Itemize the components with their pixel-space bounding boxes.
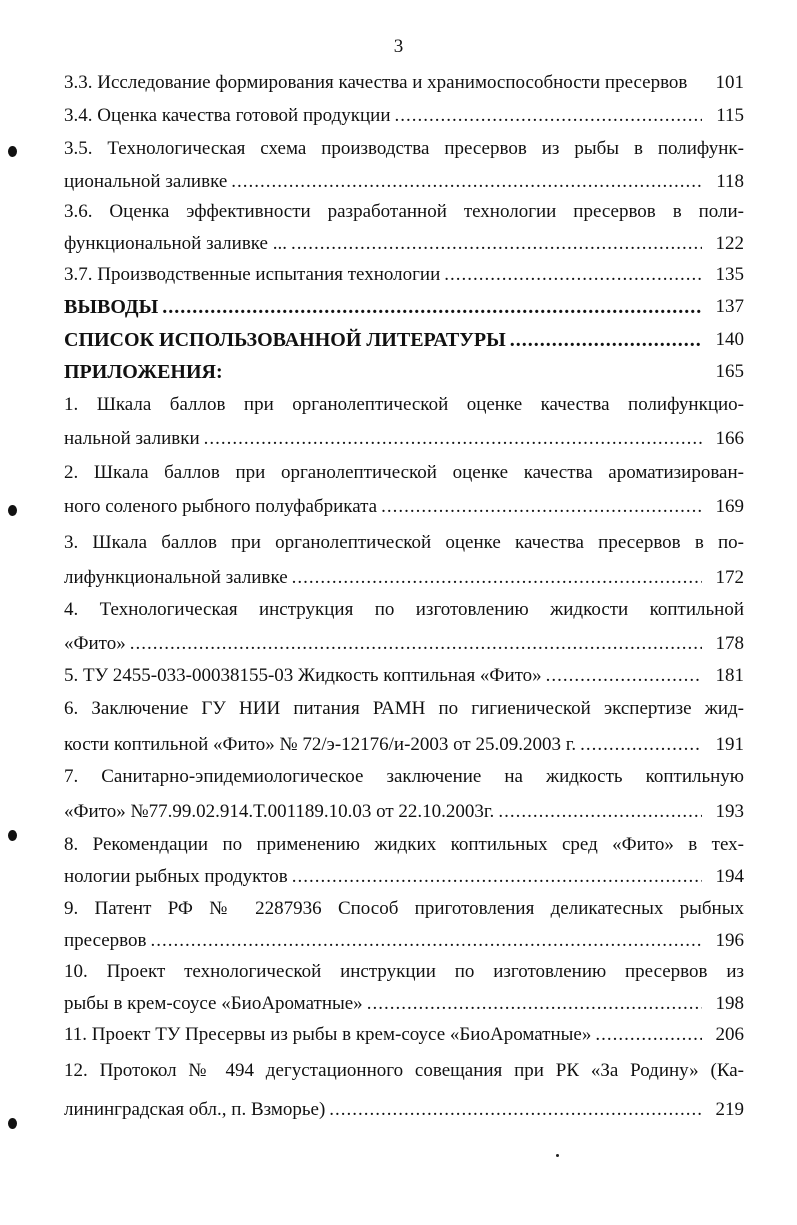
leader-dots <box>291 227 702 261</box>
toc-line <box>64 258 744 292</box>
toc-entry-text: циональной заливке <box>64 171 228 192</box>
toc-line: 3. Шкала баллов при органолептической оценке качества пресервов в по- <box>64 532 744 553</box>
leader-dots <box>231 165 702 199</box>
toc-line: 8. Рекомендации по применению жидких коптильных сред «Фито» в тех- <box>64 834 744 855</box>
toc-entry-text: СПИСОК ИСПОЛЬЗОВАННОЙ ЛИТЕРАТУРЫ <box>64 329 506 351</box>
toc-page-number: 169 <box>715 496 744 517</box>
toc-line: 3.6. Оценка эффективности разработанной технологии пресервов в поли- <box>64 201 744 222</box>
toc-line <box>64 860 744 894</box>
toc-entry-text: 3.7. Производственные испытания технологии <box>64 264 441 285</box>
toc-line <box>64 227 744 261</box>
toc-entry-text: лининградская обл., п. Взморье) <box>64 1099 326 1120</box>
leader-dots <box>546 659 702 693</box>
leader-dots <box>395 99 703 133</box>
toc-entry-text: ВЫВОДЫ <box>64 296 159 318</box>
leader-dots <box>162 290 702 324</box>
toc-line <box>64 1093 744 1127</box>
toc-page-number: 178 <box>715 633 744 654</box>
leader-dots <box>367 987 702 1021</box>
toc-page-number: 196 <box>715 930 744 951</box>
page-number: 3 <box>393 36 404 57</box>
toc-entry-text: нальной заливки <box>64 428 200 449</box>
leader-dots <box>292 860 702 894</box>
binding-hole-mark <box>8 146 17 157</box>
leader-dots <box>498 795 702 829</box>
toc-entry-text: 11. Проект ТУ Пресервы из рыбы в крем-соусе «БиоАроматные» <box>64 1024 592 1045</box>
toc-entry-text: лифункциональной заливке <box>64 567 288 588</box>
toc-page-number: 181 <box>715 665 744 686</box>
leader-dots <box>329 1093 702 1127</box>
toc-entry-text: «Фито» №77.99.02.914.Т.001189.10.03 от 22.10.2003г. <box>64 801 495 822</box>
toc-line <box>64 627 744 661</box>
toc-line <box>64 490 744 524</box>
toc-page-number: 219 <box>715 1099 744 1120</box>
toc-page-number: 193 <box>715 801 744 822</box>
toc-line: 2. Шкала баллов при органолептической оценке качества ароматизирован- <box>64 462 744 483</box>
toc-page-number: 140 <box>715 329 744 350</box>
toc-line <box>64 355 744 389</box>
toc-page-number: 166 <box>715 428 744 449</box>
leader-dots <box>381 490 702 524</box>
toc-page-number: 118 <box>716 171 744 192</box>
toc-page-number: 115 <box>716 105 744 126</box>
toc-line: 10. Проект технологической инструкции по изготовлению пресервов из <box>64 961 744 982</box>
toc-entry-text: ного соленого рыбного полуфабриката <box>64 496 378 517</box>
binding-hole-mark <box>8 505 17 516</box>
toc-page-number: 101 <box>715 72 744 93</box>
toc-line <box>64 561 744 595</box>
binding-hole-mark <box>8 1118 17 1129</box>
toc-line: 7. Санитарно-эпидемиологическое заключение на жидкость коптильную <box>64 766 744 787</box>
leader-dots <box>204 422 702 456</box>
toc-page-number: 122 <box>715 233 744 254</box>
toc-page-number: 165 <box>715 361 744 382</box>
toc-line <box>64 795 744 829</box>
toc-entry-text: 3.3. Исследование формирования качества и хранимоспособности пресервов <box>64 72 688 93</box>
toc-line <box>64 1018 744 1052</box>
toc-page-number: 191 <box>715 734 744 755</box>
toc-line <box>64 924 744 958</box>
leader-dots <box>595 1018 702 1052</box>
leader-dots <box>580 728 702 762</box>
toc-entry-text: функциональной заливке ... <box>64 233 287 254</box>
toc-page-number: 172 <box>715 567 744 588</box>
toc-line <box>64 290 744 324</box>
leader-dots <box>130 627 702 661</box>
binding-hole-mark <box>8 830 17 841</box>
toc-line <box>64 422 744 456</box>
toc-line: 6. Заключение ГУ НИИ питания РАМН по гигиенической экспертизе жид- <box>64 698 744 719</box>
toc-page-number: 198 <box>715 993 744 1014</box>
toc-line: 3.5. Технологическая схема производства пресервов из рыбы в полифунк- <box>64 138 744 159</box>
toc-line: 1. Шкала баллов при органолептической оценке качества полифункцио- <box>64 394 744 415</box>
toc-line <box>64 728 744 762</box>
toc-line: 12. Протокол № 494 дегустационного совещания при РК «За Родину» (Ка- <box>64 1060 744 1081</box>
toc-line <box>64 323 744 357</box>
toc-line <box>64 99 744 133</box>
scan-speck <box>556 1154 559 1157</box>
toc-line <box>64 659 744 693</box>
toc-page-number: 194 <box>715 866 744 887</box>
toc-page-number: 206 <box>715 1024 744 1045</box>
toc-page-number: 137 <box>715 296 744 317</box>
toc-entry-text: 5. ТУ 2455-033-00038155-03 Жидкость коптильная «Фито» <box>64 665 542 686</box>
toc-page-number: 135 <box>715 264 744 285</box>
toc-entry-text: 3.4. Оценка качества готовой продукции <box>64 105 391 126</box>
toc-entry-text: ПРИЛОЖЕНИЯ: <box>64 361 223 383</box>
toc-line <box>64 66 744 100</box>
leader-dots <box>151 924 703 958</box>
leader-dots <box>292 561 702 595</box>
leader-dots <box>510 323 702 357</box>
leader-dots <box>444 258 702 292</box>
toc-entry-text: «Фито» <box>64 633 126 654</box>
toc-entry-text: кости коптильной «Фито» № 72/э-12176/и-2003 от 25.09.2003 г. <box>64 734 577 755</box>
toc-entry-text: нологии рыбных продуктов <box>64 866 288 887</box>
toc-line: 4. Технологическая инструкция по изготовлению жидкости коптильной <box>64 599 744 620</box>
toc-entry-text: рыбы в крем-соусе «БиоАроматные» <box>64 993 363 1014</box>
toc-line: 9. Патент РФ № 2287936 Способ приготовления деликатесных рыбных <box>64 898 744 919</box>
toc-entry-text: пресервов <box>64 930 147 951</box>
toc-line <box>64 165 744 199</box>
toc-line <box>64 987 744 1021</box>
